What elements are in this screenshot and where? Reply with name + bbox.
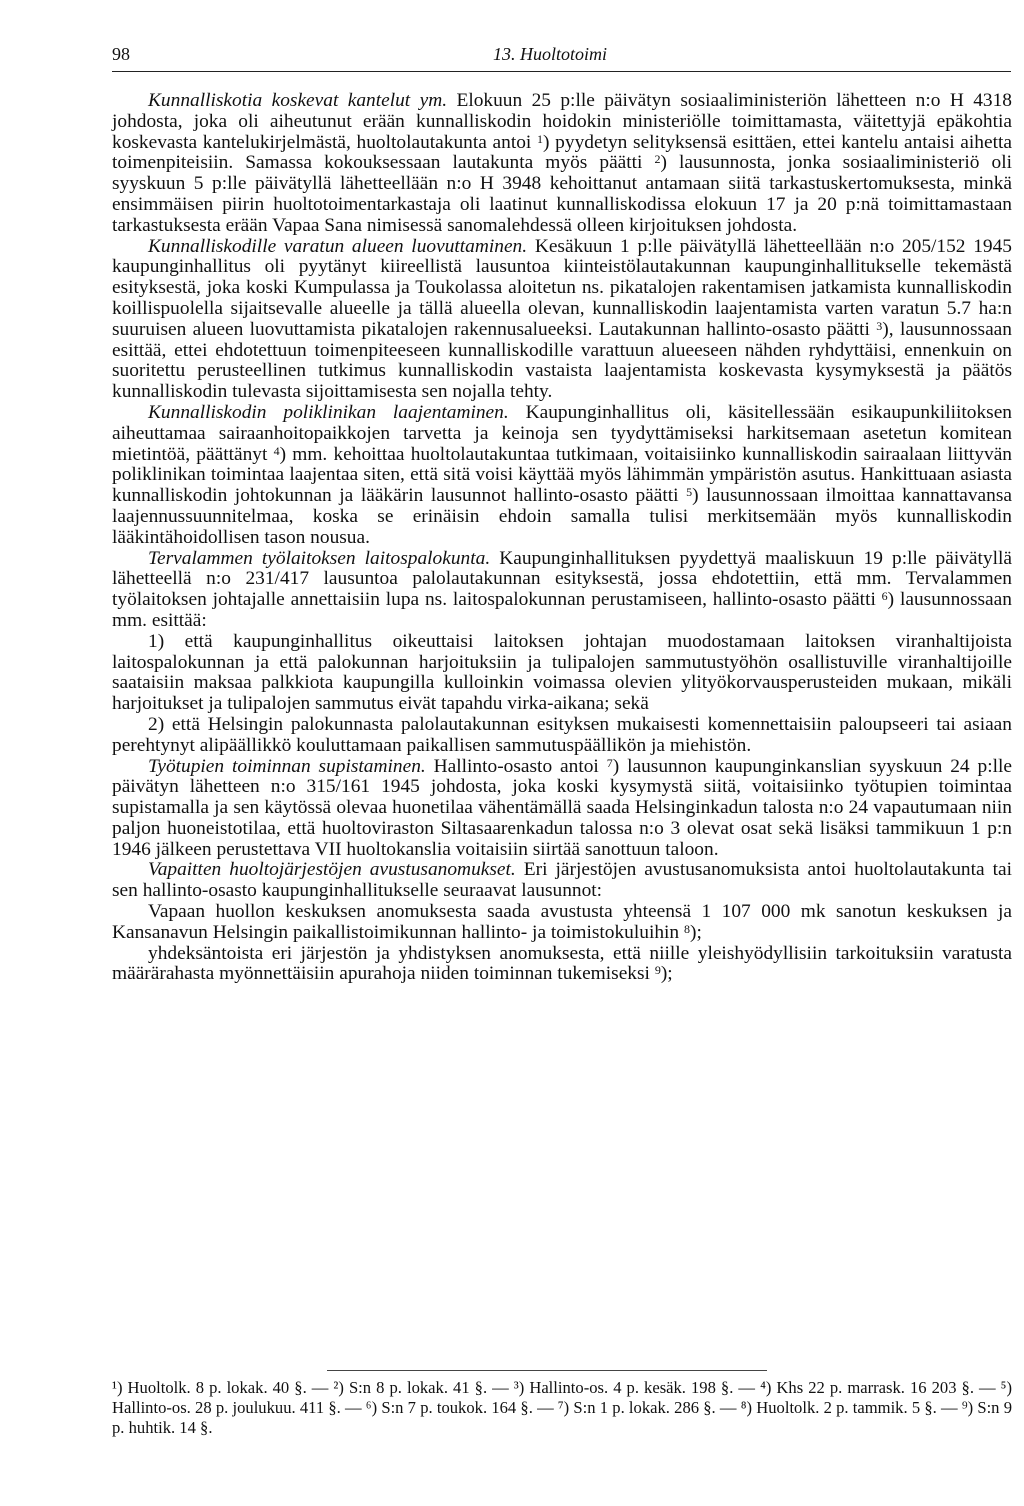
running-head xyxy=(112,44,1012,68)
paragraph-text: Kaupunginhallitus oli, käsitellessään esikaupunkiliitoksen aiheuttamaa sairaanhoitopaikkojen tarvetta ja keinoja sen tyydyttämiseksi harkitsemaan asetetun komitean mietintöä, päättänyt xyxy=(112,401,1012,465)
paragraph-text: ; xyxy=(696,921,702,943)
header-rule xyxy=(112,71,1011,72)
paragraph-text: Vapaan huollon keskuksen anomuksesta saada avustusta yhteensä 1 107 000 mk sanotun keskuksen ja Kansanavun Helsingin paikallistoimikunnan hallinto- ja toimistokuluihin xyxy=(112,901,1012,943)
list-item-1: 1) että kaupunginhallitus oikeuttaisi laitoksen johtajan muodostamaan laitoksen viranhaltijoista laitospalokunnan ja että palokunnan harjoituksiin ja tulipalojen sammutustyöhön osallistuville viranhaltijoille saataisiin maksaa palkkiota kaupungilla kulloinkin voimassa olevien ylityökorvausperusteiden mukaan, mikäli harjoitukset ja tulipalojen sammutus eivät tapahdu virka-aikana; sekä xyxy=(112,630,1012,715)
paragraph-text: yhdeksäntoista eri järjestön ja yhdistyksen anomuksesta, että niille yleishyödyllisiin tarkoituksiin varatusta määrärahasta myönnettäisiin apurahoja niiden toiminnan tukemiseksi xyxy=(112,942,1012,985)
section-title: Vapaitten huoltojärjestöjen avustusanomukset. xyxy=(148,859,516,881)
paragraph-poliklinikan-laajentaminen: Kunnalliskodin poliklinikan laajentaminen. Kaupunginhallitus oli, käsitellessään esikaupunkiliitoksen aiheuttamaa sairaanhoitopaikkojen tarvetta ja keinoja sen tyydyttämiseksi harkitsemaan asetetun komitean mietintöä, päättänyt $^4$) mm. kehoittaa huoltolautakuntaa tutkimaan, voitaisiinko kunnalliskodin sairaalaan liittyvän poliklinikan toimintaa laajentaa siten, että sitä voisi käyttää myös lähimmän ympäristön asutus. Hankittuaan asiasta kunnalliskodin johtokunnan ja lääkärin lausunnot hallinto-osasto päätti $^5$) lausunnossaan ilmoittaa kannattavansa laajennussuunnitelmaa, koska se erinäisin ehdoin samalla tulisi merkitsemään myös kunnalliskodin lääkintähoidollisen tason nousua. xyxy=(112,401,1013,548)
footnote-rule xyxy=(327,1370,767,1371)
paragraph-text: lausunnon kaupunginkanslian syyskuun 24 p:lle päivätyn lähetteen n:o 315/161 1945 johdosta, joka koski kysymystä siitä, voitaisiinko työtupien toimintaa supistamalla ja sen käytössä olevaa huonetilaa vähentämällä saada Helsinginkadun talosta n:o 24 vapautumaan niin paljon huoneistotilaa, että huoltoviraston Siltasaarenkadun talossa n:o 3 olevat osat sekä lisäksi tammikuun 1 p:n 1946 jälkeen perustettava VII huoltokanslia voitaisiin siirtää sanottuun taloon. xyxy=(112,755,1012,860)
footnote-ref: 8 xyxy=(683,921,690,936)
paragraph-vapaan-huollon-keskus: Vapaan huollon keskuksen anomuksesta saada avustusta yhteensä 1 107 000 mk sanotun keskuksen ja Kansanavun Helsingin paikallistoimikunnan hallinto- ja toimistokuluihin $^8$); xyxy=(112,901,1012,943)
paragraph-text: pyydetyn selityksensä esittäen, ettei kantelu antaisi aihetta toimenpiteisiin. Samassa kokouksessaan lautakunta myös päätti xyxy=(112,131,1012,174)
paragraph-tyotupien-supistaminen: Työtupien toiminnan supistaminen. Hallinto-osasto antoi $^7$) lausunnon kaupunginkanslian syyskuun 24 p:lle päivätyn lähetteen n:o 315/161 1945 johdosta, joka koski kysymystä siitä, voitaisiinko työtupien toimintaa supistamalla ja sen käytössä olevaa huonetilaa vähentämällä saada Helsinginkadun talosta n:o 24 vapautumaan niin paljon huoneistotilaa, että huoltoviraston Siltasaarenkadun talossa n:o 3 olevat osat sekä lisäksi tammikuun 1 p:n 1946 jälkeen perustettava VII huoltokanslia voitaisiin siirtää sanottuun taloon. xyxy=(112,755,1012,860)
paragraph-text: Kesäkuun 1 p:lle päivätyllä lähetteellään n:o 205/152 1945 kaupunginhallitus oli pyytänyt kiireellistä lausuntoa kiinteistölautakunnan kaupunginhallitukselle tekemästä esityksestä, joka koski Kumpulassa ja Toukolassa aloitetun ns. pikatalojen rakentamisen jatkamista kunnalliskodin koillispuolella sijaitsevalle alueelle ja tällä alueella olevan, kunnalliskodin laajentamista varten varatun 5.7 ha:n suuruisen alueen luovuttamista pikatalojen rakennusalueeksi. Lautakunnan hallinto-osasto päätti xyxy=(112,235,1012,340)
body-text xyxy=(112,91,1012,985)
footnote-ref: 2 xyxy=(654,152,661,167)
footnote-ref: 9 xyxy=(654,963,661,978)
paragraph-text: Elokuun 25 p:lle päivätyn sosiaaliministeriön lähetteen n:o H 4318 johdosta, joka oli aiheutunut erään kunnalliskodin hoidokin ministeriölle toimittamasta, väitettyjä epäkohtia koskevasta kantelukirjelmästä, huoltolautakunta antoi xyxy=(112,90,1012,153)
paragraph-alueen-luovuttaminen: Kunnalliskodille varatun alueen luovuttaminen. Kesäkuun 1 p:lle päivätyllä lähetteellään n:o 205/152 1945 kaupunginhallitus oli pyytänyt kiireellistä lausuntoa kiinteistölautakunnan kaupunginhallitukselle tekemästä esityksestä, joka koski Kumpulassa ja Toukolassa aloitetun ns. pikatalojen rakentamisen jatkamista kunnalliskodin koillispuolella sijaitsevalle alueelle ja tällä alueella olevan, kunnalliskodin laajentamista varten varatun 5.7 ha:n suuruisen alueen luovuttamista pikatalojen rakennusalueeksi. Lautakunnan hallinto-osasto päätti $^3$), lausunnossaan esittää, ettei ehdotettuun toimenpiteeseen kunnalliskodille varattuun alueeseen nähden ryhdyttäisi, ennenkuin on suoritettu perusteellinen tutkimus kunnalliskodin vastaista laajentamista koskevasta kysymyksestä ja päätös kunnalliskodin tulevasta sijoittamisesta sen nojalla tehty. xyxy=(112,235,1012,403)
page-number: 98 xyxy=(112,44,130,64)
paragraph-laitospalokunta: Tervalammen työlaitoksen laitospalokunta. Kaupunginhallituksen pyydettyä maaliskuun 19 p:lle päivätyllä lähetteellä n:o 231/417 lausuntoa palolautakunnan esityksestä, jossa ehdotettiin, että mm. Tervalammen työlaitoksen johtajalle annettaisiin lupa ns. laitospalokunnan perustamiseen, hallinto-osasto päätti $^6$) lausunnossaan mm. esittää: xyxy=(112,547,1012,631)
footnote-ref: 6 xyxy=(881,589,888,604)
footnote-ref: 4 xyxy=(273,443,280,458)
paragraph-text: Kaupunginhallituksen pyydettyä maaliskuun 19 p:lle päivätyllä lähetteellä n:o 231/417 lausuntoa palolautakunnan esityksestä, jossa ehdotettiin, että mm. Tervalammen työlaitoksen johtajalle annettaisiin lupa ns. laitospalokunnan perustamiseen, hallinto-osasto päätti xyxy=(112,547,1012,611)
paragraph-text: , lausunnossaan esittää, ettei ehdotettuun toimenpiteeseen kunnalliskodille varattuun alueeseen nähden ryhdyttäisi, ennenkuin on suoritettu perusteellinen tutkimus kunnalliskodin vastaista laajentamista koskevasta kysymyksestä ja päätös kunnalliskodin tulevasta sijoittamisesta sen nojalla tehty. xyxy=(112,318,1012,403)
footnote-ref: 7 xyxy=(606,755,613,770)
paragraph-text: lausunnosta, jonka sosiaaliministeriö oli syyskuun 5 p:lle päivätyllä lähetteellään n:o H 3948 kehoittanut antamaan siitä tarkastuskertomuksesta, minkä ensimmäisen piirin huoltotoimentarkastaja oli laatinut kunnalliskodissa elokuun 17 ja 20 p:nä toimittamastaan tarkastuksesta erään Vapaa Sana nimisessä sanomalehdessä olleen kirjoituksen johdosta. xyxy=(112,152,1012,236)
list-item-2: 2) että Helsingin palokunnasta palolautakunnan esityksen mukaisesti komennettaisiin paloupseeri tai asiaan perehtynyt alipäällikkö kouluttamaan paikallisen sammutuspäällikön ja miehistön. xyxy=(112,713,1012,756)
paragraph-text: lausunnossaan ilmoittaa kannattavansa laajennussuunnitelmaa, koska se erinäisin ehdoin samalla tulisi merkitsemään myös kunnalliskodin lääkintähoidollisen tason nousua. xyxy=(112,485,1012,548)
footnote-ref: 1 xyxy=(537,131,544,146)
section-title: Kunnalliskotia koskevat kantelut ym. xyxy=(148,90,448,111)
paragraph-text: Hallinto-osasto antoi xyxy=(433,755,599,777)
paragraph-avustusanomukset xyxy=(112,860,1012,902)
section-title: Kunnalliskodin poliklinikan laajentaminen. xyxy=(148,401,509,423)
section-title: Työtupien toiminnan supistaminen. xyxy=(148,755,426,777)
section-title: Tervalammen työlaitoksen laitospalokunta. xyxy=(148,547,491,569)
chapter-title: 13. Huoltotoimi xyxy=(493,44,608,64)
paragraph-text: Eri järjestöjen avustusanomuksista antoi huoltolautakunta tai sen hallinto-osasto kaupunginhallitukselle seuraavat lausunnot: xyxy=(112,859,1012,902)
section-title: Kunnalliskodille varatun alueen luovuttaminen. xyxy=(148,235,528,257)
paragraph-text: ; xyxy=(667,963,673,985)
paragraph-text: mm. kehoittaa huoltolautakuntaa tutkimaan, voitaisiinko kunnalliskodin sairaalaan liittyvän poliklinikan toimintaa laajentaa siten, että sitä voisi käyttää myös lähimmän ympäristön asutus. Hankittuaan asiasta kunnalliskodin johtokunnan ja lääkärin lausunnot hallinto-osasto päätti xyxy=(112,443,1013,507)
paragraph-yhdeksantoista-jarjestoa: yhdeksäntoista eri järjestön ja yhdistyksen anomuksesta, että niille yleishyödyllisiin tarkoituksiin varatusta määrärahasta myönnettäisiin apurahoja niiden toiminnan tukemiseksi $^9$); xyxy=(112,942,1012,985)
paragraph-kunnalliskotia-kantelut: Kunnalliskotia koskevat kantelut ym. Elokuun 25 p:lle päivätyn sosiaaliministeriön lähetteen n:o H 4318 johdosta, joka oli aiheutunut erään kunnalliskodin hoidokin ministeriölle toimittamasta, väitettyjä epäkohtia koskevasta kantelukirjelmästä, huoltolautakunta antoi $^1$) pyydetyn selityksensä esittäen, ettei kantelu antaisi aihetta toimenpiteisiin. Samassa kokouksessaan lautakunta myös päätti $^2$) lausunnosta, jonka sosiaaliministeriö oli syyskuun 5 p:lle päivätyllä lähetteellään n:o H 3948 kehoittanut antamaan siitä tarkastuskertomuksesta, minkä ensimmäisen piirin huoltotoimentarkastaja oli laatinut kunnalliskodissa elokuun 17 ja 20 p:nä toimittamastaan tarkastuksesta erään Vapaa Sana nimisessä sanomalehdessä olleen kirjoituksen johdosta. xyxy=(112,90,1012,236)
footnote-ref: 3 xyxy=(876,318,883,333)
footnote-ref: 5 xyxy=(686,485,693,500)
footnotes: ¹) Huoltolk. 8 p. lokak. 40 §. — ²) S:n 8 p. lokak. 41 §. — ³) Hallinto-os. 4 p. kesäk. 198 §. — ⁴) Khs 22 p. marrask. 16 203 §. — ⁵) Hallinto-os. 28 p. joulukuu. 411 §. — ⁶) S:n 7 p. toukok. 164 §. — ⁷) S:n 1 p. lokak. 286 §. — ⁸) Huoltolk. 2 p. tammik. 5 §. — ⁹) S:n 9 p. huhtik. 14 §. xyxy=(112,1378,1012,1437)
paragraph-text: lausunnossaan mm. esittää: xyxy=(112,589,1012,631)
